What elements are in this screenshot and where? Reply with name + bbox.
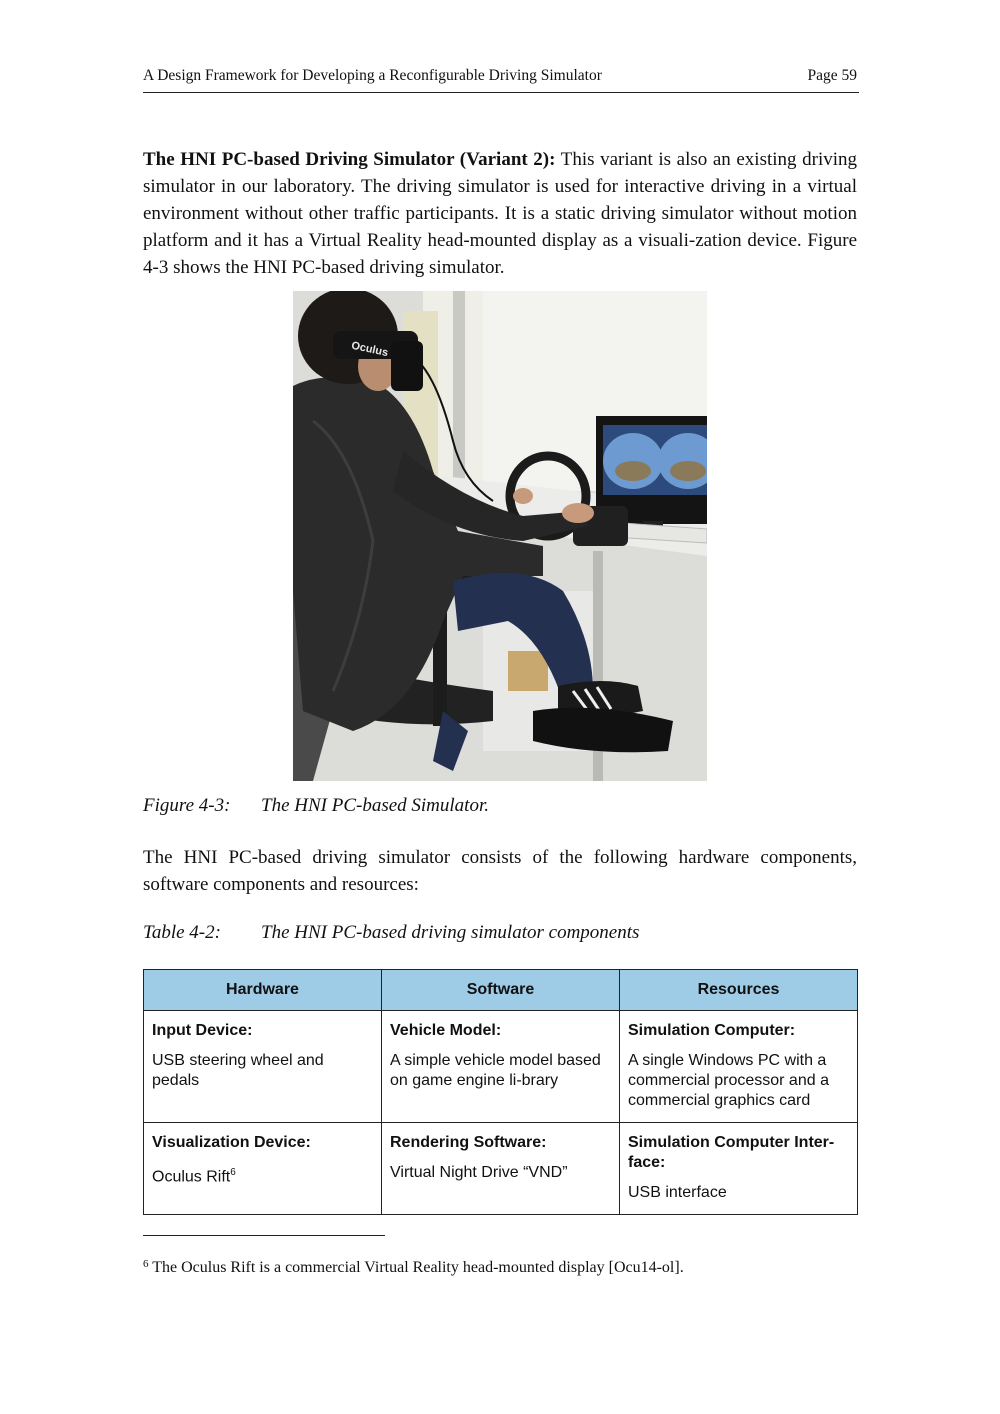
cell-text: USB interface (628, 1184, 727, 1201)
cell-title: Simulation Computer Inter-face: (628, 1134, 835, 1171)
page-header (143, 64, 859, 93)
intro-text: This variant is also an existing driving simulator in our laboratory. The driving simulator is used for interactive driving in a virtual environment without other traffic participants. It is a static driving simulator without motion platform and it has a Virtual Reality head-mounted display as a visuali-zation device. Figure 4-3 shows the HNI PC-based driving simulator. (143, 149, 857, 278)
table-row (144, 1123, 858, 1215)
body-paragraph: The HNI PC-based driving simulator consists of the following hardware components, software components and resources: (143, 847, 857, 895)
cell-title: Simulation Computer: (628, 1022, 796, 1039)
header-hardware: Hardware (144, 970, 382, 1011)
figure-caption (143, 795, 489, 817)
cell-title: Vehicle Model: (390, 1022, 502, 1039)
cell-title: Rendering Software: (390, 1134, 547, 1151)
table-cell (144, 1011, 382, 1123)
table-row (144, 1011, 858, 1123)
cell-text: A single Windows PC with a commercial processor and a commercial graphics card (628, 1052, 829, 1109)
footnote-number: 6 (143, 1258, 149, 1270)
table-caption-text: The HNI PC-based driving simulator components (261, 922, 640, 943)
page-number: Page 59 (807, 67, 857, 84)
footnote-ref[interactable]: 6 (230, 1167, 236, 1178)
header-software: Software (382, 970, 620, 1011)
table-caption (143, 922, 639, 944)
figure-caption-label: Figure 4-3: (143, 795, 231, 816)
footnote-text: The Oculus Rift is a commercial Virtual Reality head-mounted display [Ocu14-ol]. (148, 1259, 684, 1276)
table-cell (620, 1123, 858, 1215)
footnote-divider (143, 1235, 385, 1236)
table-caption-label: Table 4-2: (143, 922, 221, 943)
intro-paragraph (143, 146, 857, 281)
cell-text-value: Oculus Rift (152, 1168, 231, 1186)
cell-text (152, 1163, 373, 1187)
table-cell (620, 1011, 858, 1123)
table-cell (144, 1123, 382, 1215)
intro-bold-lead: The HNI PC-based Driving Simulator (Variant 2): (143, 149, 556, 170)
cell-text: USB steering wheel and pedals (152, 1052, 324, 1089)
running-title: A Design Framework for Developing a Reconfigurable Driving Simulator (143, 67, 602, 84)
cell-text: A simple vehicle model based on game engine li-brary (390, 1052, 601, 1089)
cell-title: Input Device: (152, 1022, 253, 1039)
oculus-logo-text: Oculus (350, 339, 390, 360)
components-table (143, 969, 858, 1215)
footnote (143, 1258, 684, 1277)
figure-caption-text: The HNI PC-based Simulator. (261, 795, 489, 816)
table-header-row (144, 970, 858, 1011)
cell-title: Visualization Device: (152, 1134, 311, 1151)
header-resources: Resources (620, 970, 858, 1011)
table-cell (382, 1123, 620, 1215)
cell-text: Virtual Night Drive “VND” (390, 1164, 568, 1181)
table-cell (382, 1011, 620, 1123)
simulator-photo (293, 291, 707, 781)
